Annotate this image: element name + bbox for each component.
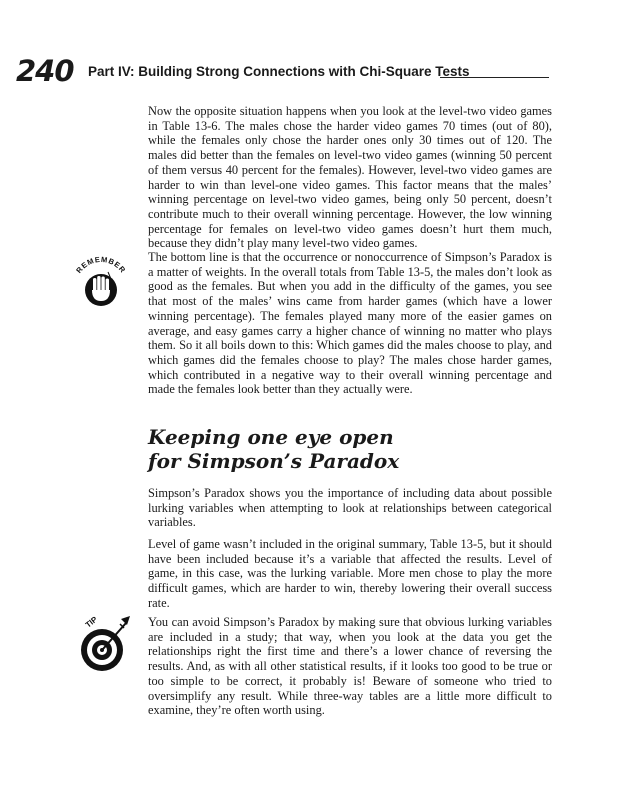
tip-icon [76,610,136,680]
body-paragraph-2: The bottom line is that the occurrence or nonoccurrence of Simpson’s Paradox is a matter of weights. In the overall totals from Table 13-5, the males don’t look as good as the females. But when you add in the difficulty of the games, you see that most of the males’ wins came from harder games (which have a lower winning percentage). The females played many more of the easier games on average, and easy games carry a higher chance of winning no matter who plays them. So it all boils down to this: Which games did the males choose to play, and which games did the females choose to play? The males chose harder games, which contributed in a negative way to their overall winning percentage and made the females look better than they actually were. [148,250,552,397]
body-paragraph-3: Simpson’s Paradox shows you the importance of including data about possible lurking variables when attempting to look at relationships between categorical variables. [148,486,552,530]
remember-icon [70,252,132,314]
section-heading-line-1: Keeping one eye open [148,425,394,449]
body-paragraph-4: Level of game wasn’t included in the original summary, Table 13-5, but it should have been included because it’s a variable that affected the results. Level of game, in this case, was the lurking variable. More men chose to play the more difficult games, which are harder to win, thereby lowering their overall success rate. [148,537,552,610]
tip-icon-label: TIP [83,614,100,630]
body-paragraph-1: Now the opposite situation happens when you look at the level-two video games in Table 13-6. The males chose the harder video games 70 times (out of 80), while the females only chose the harder ones only 30 times out of 120. The males did better than the females on level-two video games (winning 50 percent of them versus 40 percent for the females). However, level-two video games are harder to win than level-one video games. This factor means that the males’ winning percentage on level-two video games, being only 50 percent, doesn’t contribute much to their overall winning percentage. However, the low winning percentage for females on level-two video games doesn’t hurt them much, because they didn’t play many level-two video games. [148,104,552,251]
svg-text:REMEMBER [74,255,128,275]
section-heading-line-2: for Simpson’s Paradox [148,449,400,473]
page-number: 240 [16,54,74,88]
body-paragraph-5: You can avoid Simpson’s Paradox by making sure that obvious lurking variables are included in a study; that way, when you look at the data you get the relationships right the first time and there’s a lower chance of reversing the results. And, as with all other statistical results, if it looks too good to be true or too simple to be correct, it probably is! Beware of someone who tried to oversimplify any result. While three-way tables are a little more difficult to examine, they’re often worth using. [148,615,552,718]
running-head: Part IV: Building Strong Connections with Chi-Square Tests [88,64,470,79]
remember-icon-label: REMEMBER [74,254,128,275]
section-heading [148,425,399,473]
header-rule [440,77,549,78]
